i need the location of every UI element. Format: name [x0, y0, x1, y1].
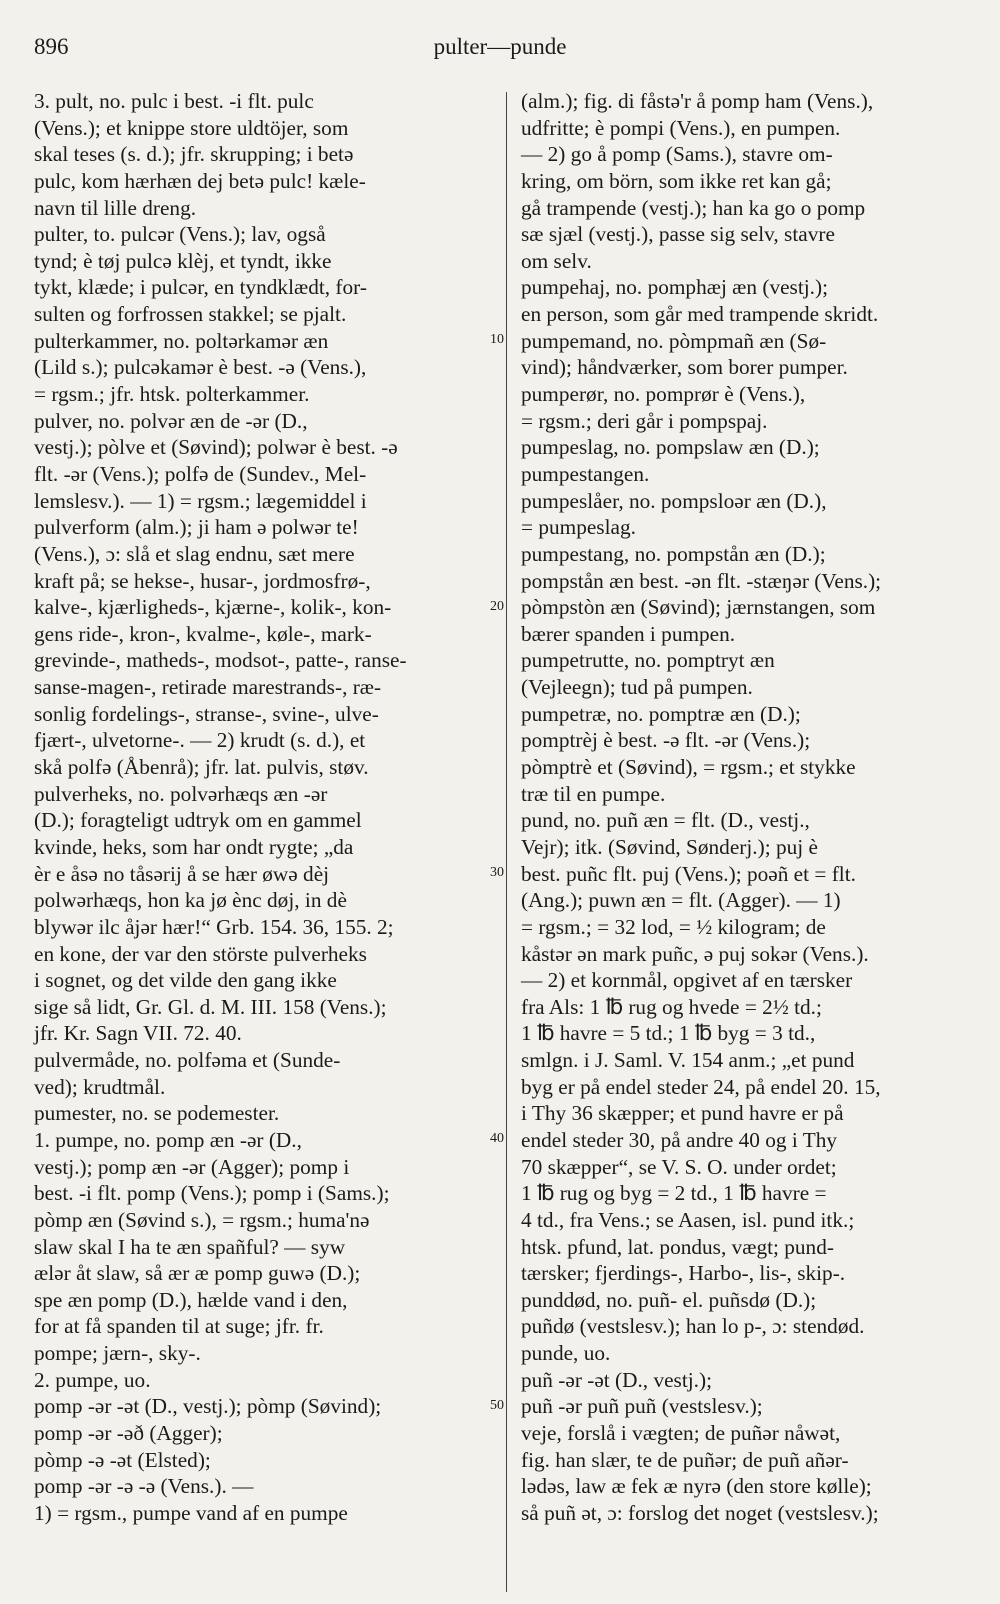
right-column-line: kring, om börn, som ikke ret kan gå;: [521, 168, 832, 193]
right-column-line: pompstån æn best. -ən flt. -stæŋər (Vens.);: [521, 568, 882, 593]
left-column-line: pòmp -ə -ət (Elsted);: [34, 1447, 211, 1472]
left-column-line: 1) = rgsm., pumpe vand af en pumpe: [34, 1500, 348, 1525]
right-column-line: Vejr); itk. (Søvind, Sønderj.); puj è: [521, 834, 818, 859]
right-column-line: gå trampende (vestj.); han ka go o pomp: [521, 195, 866, 220]
left-column-line: i sognet, og det vilde den gang ikke: [34, 968, 337, 993]
right-column-line: punde, uo.: [521, 1341, 611, 1366]
left-column-line: tykt, klæde; i pulcər, en tyndklædt, for-: [34, 275, 367, 300]
left-column-line: = rgsm.; jfr. htsk. polterkammer.: [34, 382, 310, 407]
left-column-line: pumester, no. se podemester.: [34, 1101, 280, 1126]
left-column-line: pompe; jærn-, sky-.: [34, 1341, 201, 1366]
right-column-line: htsk. pfund, lat. pondus, vægt; pund-: [521, 1234, 834, 1259]
right-column-line: byg er på endel steder 24, på endel 20. 15,: [521, 1074, 881, 1099]
right-column-line: så puñ ət, ɔ: forslog det noget (vestslesv.);: [521, 1500, 879, 1525]
right-column-line: (alm.); fig. di fåstə'r å pomp ham (Vens.),: [521, 89, 874, 113]
right-column-line: om selv.: [521, 248, 592, 273]
right-column-line: pumpehaj, no. pomphæj æn (vestj.);: [521, 275, 829, 300]
right-column-line: (Vejleegn); tud på pumpen.: [521, 675, 753, 700]
right-column-line: veje, forslå i vægten; de puñər nåwət,: [521, 1421, 841, 1446]
right-column-line: = pumpeslag.: [521, 515, 636, 540]
left-column-line: pulverheks, no. polvərhæqs æn -ər: [34, 781, 328, 806]
page-number: 896: [34, 34, 69, 59]
right-column-line: pumpestangen.: [521, 461, 650, 486]
right-column-line: træ til en pumpe.: [521, 781, 666, 806]
margin-line-number: 50: [490, 1398, 504, 1413]
left-column-line: pulter, to. pulcər (Vens.); lav, også: [34, 222, 326, 247]
left-column-line: èr e åsə no tåsərij å se hær øwə dèj: [34, 861, 330, 886]
right-column-line: i Thy 36 skæpper; et pund havre er på: [521, 1101, 844, 1126]
right-column-line: — 2) go å pomp (Sams.), stavre om-: [521, 142, 833, 167]
margin-line-number: 30: [490, 865, 504, 880]
right-column-line: pumpemand, no. pòmpmañ æn (Sø-: [521, 328, 827, 353]
right-column-line: (Ang.); puwn æn = flt. (Agger). — 1): [521, 888, 841, 913]
left-column-line: polwərhæqs, hon ka jø ènc døj, in dè: [34, 888, 347, 913]
right-column-line: pund, no. puñ æn = flt. (D., vestj.,: [521, 808, 810, 833]
right-column-line: puñ -ər puñ puñ (vestslesv.);: [521, 1394, 763, 1419]
left-column-line: gens ride-, kron-, kvalme-, køle-, mark-: [34, 621, 372, 646]
left-column-line: (Vens.), ɔ: slå et slag endnu, sæt mere: [34, 541, 355, 566]
left-column-line: pulverform (alm.); ji ham ə polwər te!: [34, 515, 359, 540]
right-column-line: puñdø (vestslesv.); han lo p-, ɔ: stendød.: [521, 1314, 865, 1339]
left-column-line: pulvermåde, no. polfəma et (Sunde-: [34, 1048, 341, 1073]
right-column-line: pumperør, no. pomprør è (Vens.),: [521, 382, 806, 407]
left-column-line: en kone, der var den störste pulverheks: [34, 941, 367, 966]
right-column-line: — 2) et kornmål, opgivet af en tærsker: [521, 968, 853, 993]
right-column-line: udfritte; è pompi (Vens.), en pumpen.: [521, 115, 841, 140]
column-divider: [506, 92, 507, 1592]
left-column-line: jfr. Kr. Sagn VII. 72. 40.: [34, 1021, 242, 1046]
right-column-line: smlgn. i J. Saml. V. 154 anm.; „et pund: [521, 1048, 855, 1073]
right-column-line: 70 skæpper“, se V. S. O. under ordet;: [521, 1154, 837, 1179]
right-column-line: punddød, no. puñ- el. puñsdø (D.);: [521, 1287, 817, 1312]
left-column-line: slaw skal I ha te æn spañful? — syw: [34, 1234, 346, 1259]
left-column-line: vestj.); pòlve et (Søvind); polwər è best. -ə: [34, 435, 398, 460]
left-column-line: tynd; è tøj pulcə klèj, et tyndt, ikke: [34, 248, 332, 273]
right-column-line: best. puñc flt. puj (Vens.); poəñ et = flt.: [521, 861, 856, 886]
right-column: [521, 88, 973, 1527]
right-column-line: 1 ℔ havre = 5 td.; 1 ℔ byg = 3 td.,: [521, 1021, 816, 1046]
left-column-line: kalve-, kjærligheds-, kjærne-, kolik-, kon-: [34, 595, 392, 620]
left-column-line: (Lild s.); pulcəkamər è best. -ə (Vens.),: [34, 355, 367, 380]
left-column-line: best. -i flt. pomp (Vens.); pomp i (Sams.);: [34, 1181, 390, 1206]
right-column-line: = rgsm.; = 32 lod, = ½ kilogram; de: [521, 914, 826, 939]
right-column-line: fra Als: 1 ℔ rug og hvede = 2½ td.;: [521, 994, 822, 1019]
left-column-line: flt. -ər (Vens.); polfə de (Sundev., Mel-: [34, 461, 367, 486]
left-column-line: sige så lidt, Gr. Gl. d. M. III. 158 (Vens.);: [34, 994, 387, 1019]
left-column-line: pulc, kom hærhæn dej betə pulc! kæle-: [34, 168, 366, 193]
right-column-line: puñ -ər -ət (D., vestj.);: [521, 1367, 713, 1392]
left-column-line: (Vens.); et knippe store uldtöjer, som: [34, 115, 349, 140]
left-column-line: pulterkammer, no. poltərkamər æn: [34, 328, 329, 353]
left-column-line: 3. pult, no. pulc i best. -i flt. pulc: [34, 89, 314, 113]
left-column-line: 1. pumpe, no. pomp æn -ər (D.,: [34, 1127, 302, 1152]
running-head: pulter—punde: [433, 34, 567, 59]
left-column-line: skå polfə (Åbenrå); jfr. lat. pulvis, støv.: [34, 755, 369, 780]
right-column-line: pòmptrè et (Søvind), = rgsm.; et stykke: [521, 755, 856, 780]
right-column-line: pumpeslåer, no. pompsloər æn (D.),: [521, 488, 827, 513]
left-column-line: pomp -ər -əð (Agger);: [34, 1421, 223, 1446]
right-column-line: vind); håndværker, som borer pumper.: [521, 355, 848, 380]
left-column-line: (D.); foragteligt udtryk om en gammel: [34, 808, 362, 833]
right-column-line: sæ sjæl (vestj.), passe sig selv, stavre: [521, 222, 835, 247]
margin-line-number: 10: [490, 332, 504, 347]
left-column-line: fjært-, ulvetorne-. — 2) krudt (s. d.), et: [34, 728, 366, 753]
left-column-line: navn til lille dreng.: [34, 195, 197, 220]
left-column-line: sanse-magen-, retirade marestrands-, ræ-: [34, 675, 382, 700]
left-column-line: grevinde-, matheds-, modsot-, patte-, ranse-: [34, 648, 407, 673]
right-column-line: 1 ℔ rug og byg = 2 td., 1 ℔ havre =: [521, 1181, 827, 1206]
left-column-line: pomp -ər -ə -ə (Vens.). —: [34, 1474, 254, 1499]
right-column-line: pòmpstòn æn (Søvind); jærnstangen, som: [521, 595, 876, 620]
left-column-line: skal teses (s. d.); jfr. skrupping; i betə: [34, 142, 354, 167]
left-column-line: ved); krudtmål.: [34, 1074, 166, 1099]
left-column-line: kvinde, heks, som har ondt rygte; „da: [34, 834, 354, 859]
right-column-line: pumpetrutte, no. pomptryt æn: [521, 648, 775, 673]
right-column-line: pumpestang, no. pompstån æn (D.);: [521, 541, 826, 566]
right-column-line: endel steder 30, på andre 40 og i Thy: [521, 1127, 838, 1152]
left-column-line: sonlig fordelings-, stranse-, svine-, ulve-: [34, 701, 379, 726]
right-column-line: kåstər ən mark puñc, ə puj sokər (Vens.).: [521, 941, 869, 966]
left-column-line: ælər åt slaw, så ær æ pomp guwə (D.);: [34, 1261, 361, 1286]
left-column-line: pòmp æn (Søvind s.), = rgsm.; huma'nə: [34, 1207, 370, 1232]
right-column-line: pumpeslag, no. pompslaw æn (D.);: [521, 435, 820, 460]
left-column-line: 2. pumpe, uo.: [34, 1367, 151, 1392]
margin-line-number: 40: [490, 1131, 504, 1146]
right-column-line: tærsker; fjerdings-, Harbo-, lis-, skip-.: [521, 1261, 846, 1286]
left-column-line: vestj.); pomp æn -ər (Agger); pomp i: [34, 1154, 350, 1179]
left-column-line: blywər ilc åjər hær!“ Grb. 154. 36, 155. 2;: [34, 914, 394, 939]
right-column-line: bærer spanden i pumpen.: [521, 621, 736, 646]
left-column-line: pulver, no. polvər æn de -ər (D.,: [34, 408, 308, 433]
right-column-line: = rgsm.; deri går i pompspaj.: [521, 408, 768, 433]
left-column-line: pomp -ər -ət (D., vestj.); pòmp (Søvind);: [34, 1394, 382, 1419]
left-column-line: sulten og forfrossen stakkel; se pjalt.: [34, 302, 347, 327]
left-column-line: for at få spanden til at suge; jfr. fr.: [34, 1314, 324, 1339]
left-column: [34, 88, 491, 1527]
right-column-line: fig. han slær, te de puñər; de puñ añər-: [521, 1447, 849, 1472]
left-column-line: kraft på; se hekse-, husar-, jordmosfrø-,: [34, 568, 371, 593]
left-column-line: spe æn pomp (D.), hælde vand i den,: [34, 1287, 348, 1312]
right-column-line: pumpetræ, no. pomptræ æn (D.);: [521, 701, 801, 726]
margin-line-number: 20: [490, 599, 504, 614]
right-column-line: lədəs, law æ fek æ nyrə (den store kølle);: [521, 1474, 872, 1499]
left-column-line: lemslesv.). — 1) = rgsm.; lægemiddel i: [34, 488, 367, 513]
right-column-line: pomptrèj è best. -ə flt. -ər (Vens.);: [521, 728, 811, 753]
right-column-line: 4 td., fra Vens.; se Aasen, isl. pund itk.;: [521, 1207, 855, 1232]
right-column-line: en person, som går med trampende skridt.: [521, 302, 879, 327]
